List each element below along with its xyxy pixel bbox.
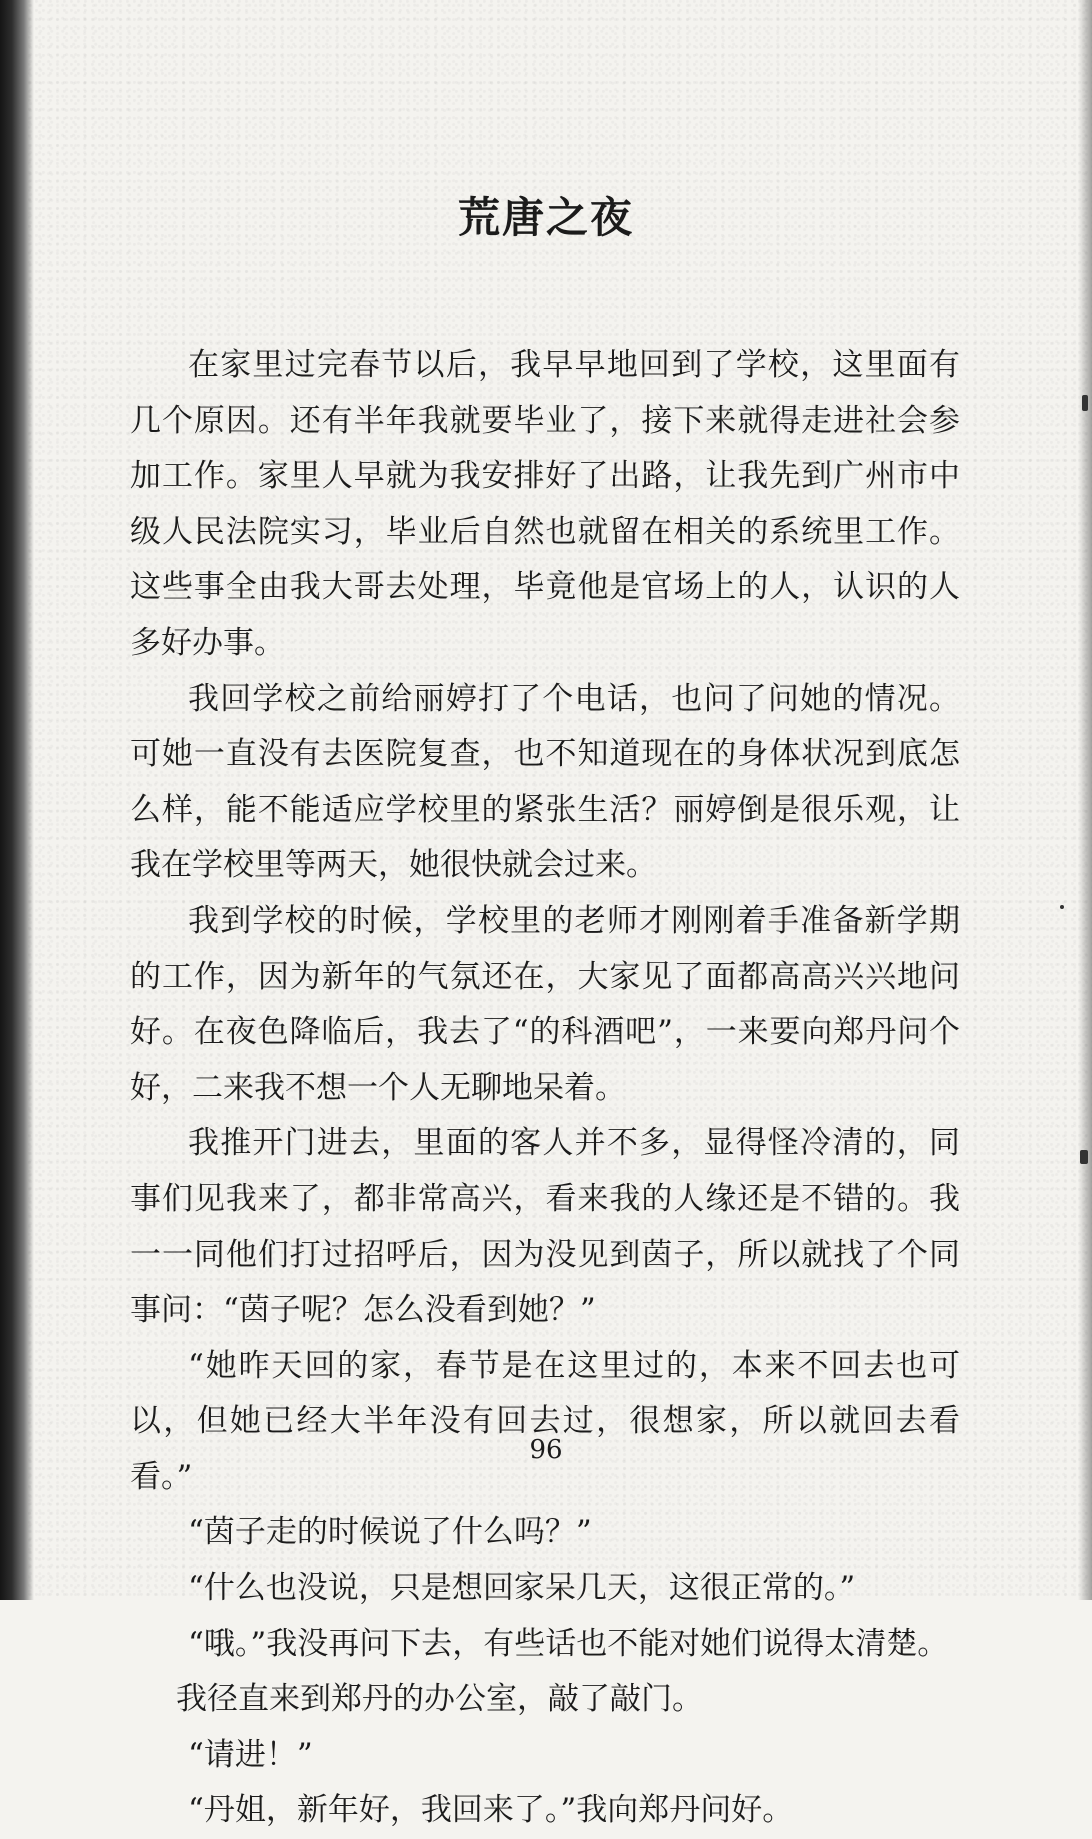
paragraph: “哦。”我没再问下去，有些话也不能对她们说得太清楚。 bbox=[188, 1625, 949, 1662]
paragraph: 我到学校的时候，学校里的老师才刚刚着手准备新学期的工作，因为新年的气氛还在，大家见了面都高高兴兴地问好。在夜色降临后，我去了“的科酒吧”，一来要向郑丹问个好，二来我不想一个人无聊地呆着。 bbox=[130, 902, 960, 1106]
scan-speck bbox=[1060, 905, 1064, 909]
chapter-title: 荒唐之夜 bbox=[457, 193, 634, 242]
body-text bbox=[130, 338, 960, 1839]
paragraph: 我推开门进去，里面的客人并不多，显得怪冷清的，同事们见我来了，都非常高兴，看来我的人缘还是不错的。我一一同他们打过招呼后，因为没见到茵子，所以就找了个同事问：“茵子呢？怎么没看到她？” bbox=[130, 1125, 960, 1329]
paragraph: 我径直来到郑丹的办公室，敲了敲门。 bbox=[176, 1681, 703, 1718]
paragraph: “她昨天回的家，春节是在这里过的，本来不回去也可以，但她已经大半年没有回去过，很想家，所以就回去看看。” bbox=[130, 1347, 960, 1495]
paragraph: “什么也没说，只是想回家呆几天，这很正常的。” bbox=[188, 1570, 856, 1607]
scan-speck bbox=[1082, 395, 1088, 411]
paragraph: “茵子走的时候说了什么吗？” bbox=[188, 1514, 592, 1551]
paragraph: 在家里过完春节以后，我早早地回到了学校，这里面有几个原因。还有半年我就要毕业了，接下来就得走进社会参加工作。家里人早就为我安排好了出路，让我先到广州市中级人民法院实习，毕业后自然也就留在相关的系统里工作。这些事全由我大哥去处理，毕竟他是官场上的人，认识的人多好办事。 bbox=[130, 347, 960, 661]
paragraph: 我回学校之前给丽婷打了个电话，也问了问她的情况。可她一直没有去医院复查，也不知道现在的身体状况到底怎么样，能不能适应学校里的紧张生活？丽婷倒是很乐观，让我在学校里等两天，她很快就会过来。 bbox=[130, 680, 960, 884]
scan-speck bbox=[1080, 1150, 1088, 1164]
page-number: 96 bbox=[529, 1435, 563, 1465]
paragraph: “请进！” bbox=[188, 1736, 313, 1773]
paragraph: “丹姐，新年好，我回来了。”我向郑丹问好。 bbox=[188, 1792, 794, 1829]
